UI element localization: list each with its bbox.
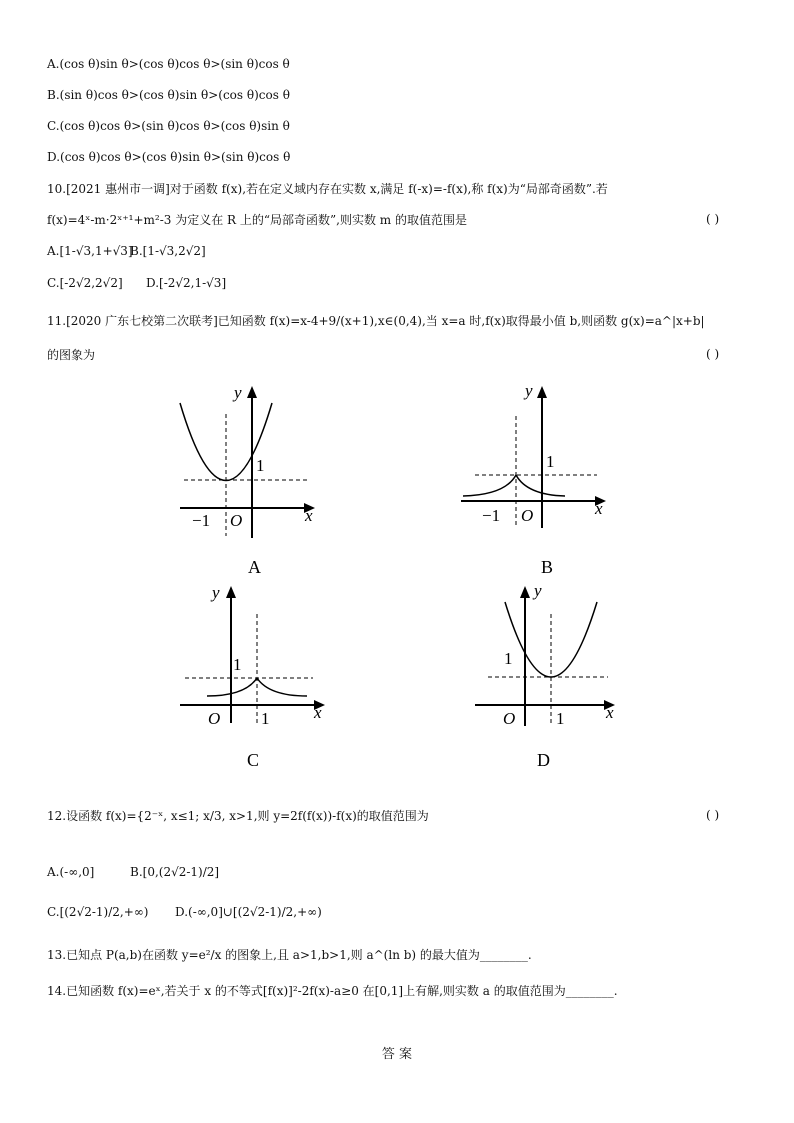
neg-one-label: −1 xyxy=(192,511,211,530)
y-axis-arrow xyxy=(520,586,530,598)
y-axis-arrow xyxy=(247,386,257,398)
graph-d xyxy=(470,578,630,773)
x-label: x xyxy=(305,506,313,525)
q9-option-d: D.(cos θ)cos θ>(cos θ)sin θ>(sin θ)cos θ xyxy=(47,150,291,164)
q10-stem-line1: 10.[2021 惠州市一调]对于函数 f(x),若在定义域内存在实数 x,满足 f(-x)=-f(x),称 f(x)为“局部奇函数”.若 xyxy=(47,182,608,196)
graph-a xyxy=(170,378,330,583)
graph-d-label: D xyxy=(537,750,550,770)
x-label: x xyxy=(595,499,603,518)
answers-heading: 答 案 xyxy=(381,1047,413,1062)
q12-option-d: D.(-∞,0]∪[(2√2-1)/2,+∞) xyxy=(175,905,322,919)
graph-c xyxy=(175,578,335,773)
q12-option-c: C.[(2√2-1)/2,+∞) xyxy=(47,905,149,919)
q12-stem: 12.设函数 f(x)={2⁻ˣ, x≤1; x/3, x>1,则 y=2f(f(x))-f(x)的取值范围为 xyxy=(47,809,429,823)
origin-label: O xyxy=(230,511,243,530)
q10-option-d: D.[-2√2,1-√3] xyxy=(146,276,227,290)
q11-answer-paren: ( ) xyxy=(706,347,720,361)
graph-c-label: C xyxy=(247,750,260,770)
one-label: 1 xyxy=(233,655,242,674)
q10-option-a: A.[1-√3,1+√3] xyxy=(47,244,133,258)
y-label: y xyxy=(534,581,542,600)
graph-b xyxy=(455,378,620,583)
one-label: 1 xyxy=(256,456,265,475)
y-axis-arrow xyxy=(226,586,236,598)
x-label: x xyxy=(314,703,322,722)
q11-stem-line1: 11.[2020 广东七校第二次联考]已知函数 f(x)=x-4+9/(x+1),x∈(0,4),当 x=a 时,f(x)取得最小值 b,则函数 g(x)=a^|x+b| xyxy=(47,314,705,328)
q12-option-b: B.[0,(2√2-1)/2] xyxy=(130,865,220,879)
q14-stem: 14.已知函数 f(x)=eˣ,若关于 x 的不等式[f(x)]²-2f(x)-a≥0 在[0,1]上有解,则实数 a 的取值范围为________. xyxy=(47,984,618,998)
y-label: y xyxy=(525,381,533,400)
q12-answer-paren: ( ) xyxy=(706,808,720,822)
origin-label: O xyxy=(503,709,516,728)
q9-option-a: A.(cos θ)sin θ>(cos θ)cos θ>(sin θ)cos θ xyxy=(47,57,290,71)
tick-one-label: 1 xyxy=(261,709,270,728)
one-label: 1 xyxy=(546,452,555,471)
origin-label: O xyxy=(208,709,221,728)
q10-stem-line2: f(x)=4ˣ-m·2ˣ⁺¹+m²-3 为定义在 R 上的“局部奇函数”,则实数 m 的取值范围是 xyxy=(47,213,467,227)
q9-option-c: C.(cos θ)cos θ>(sin θ)cos θ>(cos θ)sin θ xyxy=(47,119,290,133)
graph-a-label: A xyxy=(248,557,261,577)
y-label: y xyxy=(212,583,220,602)
graph-b-label: B xyxy=(541,557,554,577)
q10-option-b: B.[1-√3,2√2] xyxy=(130,244,206,258)
q10-option-c: C.[-2√2,2√2] xyxy=(47,276,123,290)
q10-answer-paren: ( ) xyxy=(706,212,720,226)
origin-label: O xyxy=(521,506,534,525)
y-label: y xyxy=(234,383,242,402)
x-label: x xyxy=(606,703,614,722)
q9-option-b: B.(sin θ)cos θ>(cos θ)sin θ>(cos θ)cos θ xyxy=(47,88,290,102)
q11-stem-line2: 的图象为 xyxy=(47,348,96,362)
neg-one-label: −1 xyxy=(482,506,501,525)
y-axis-arrow xyxy=(537,386,547,398)
curve xyxy=(463,475,565,496)
tick-one-label: 1 xyxy=(556,709,565,728)
q12-option-a: A.(-∞,0] xyxy=(47,865,95,879)
q13-stem: 13.已知点 P(a,b)在函数 y=e²/x 的图象上,且 a>1,b>1,则 a^(ln b) 的最大值为________. xyxy=(47,948,532,962)
one-label: 1 xyxy=(504,649,513,668)
